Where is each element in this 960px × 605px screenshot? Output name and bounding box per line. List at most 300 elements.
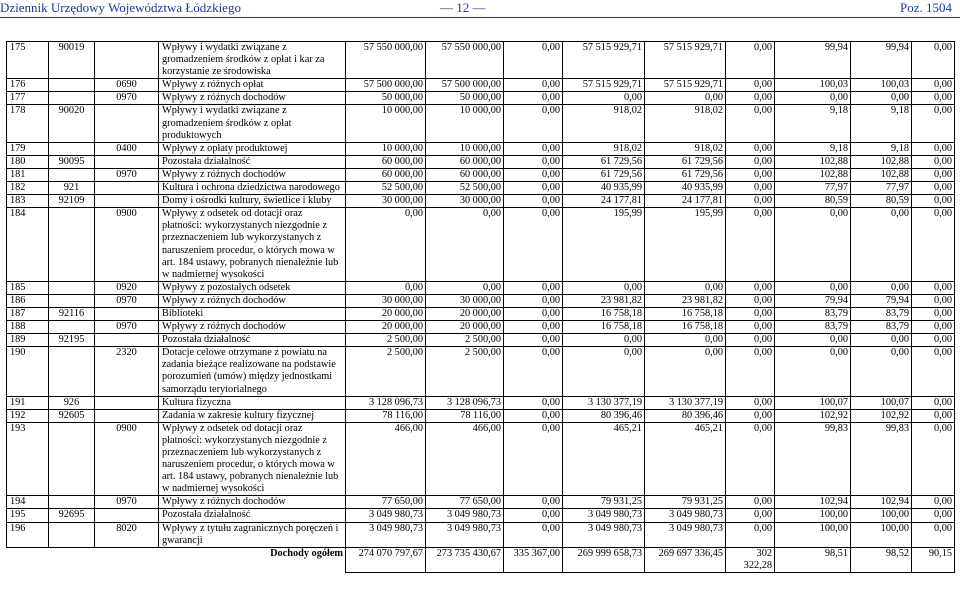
- value-cell: 0,00: [726, 409, 775, 422]
- value-cell: 0,00: [504, 334, 563, 347]
- value-cell: 79 931,25: [645, 496, 726, 509]
- row-number: 188: [7, 321, 49, 334]
- value-cell: 0,00: [726, 396, 775, 409]
- value-cell: 0,00: [912, 208, 955, 282]
- value-cell: 0,00: [912, 92, 955, 105]
- value-cell: 10 000,00: [346, 105, 426, 142]
- row-description: Pozostała działalność: [159, 509, 346, 522]
- value-cell: 61 729,56: [563, 155, 645, 168]
- value-cell: 83,79: [851, 321, 912, 334]
- row-description: Wpływy z różnych dochodów: [159, 321, 346, 334]
- value-cell: 100,00: [775, 522, 851, 547]
- value-cell: 3 130 377,19: [645, 396, 726, 409]
- paragraph-code: 0900: [95, 208, 159, 282]
- paragraph-code: [95, 334, 159, 347]
- value-cell: 61 729,56: [645, 155, 726, 168]
- value-cell: 79 931,25: [563, 496, 645, 509]
- table-row: [7, 409, 955, 422]
- value-cell: 0,00: [851, 347, 912, 396]
- value-cell: 79,94: [851, 294, 912, 307]
- value-cell: 9,18: [775, 142, 851, 155]
- value-cell: 50 000,00: [426, 92, 504, 105]
- table-row: [7, 307, 955, 320]
- table-row: [7, 168, 955, 181]
- total-value-cell: 302 322,28: [726, 547, 775, 572]
- value-cell: 0,00: [726, 496, 775, 509]
- value-cell: 0,00: [504, 168, 563, 181]
- value-cell: 0,00: [775, 208, 851, 282]
- table-row: [7, 496, 955, 509]
- row-number: 177: [7, 92, 49, 105]
- value-cell: 0,00: [775, 92, 851, 105]
- row-description: Wpływy z pozostałych odsetek: [159, 281, 346, 294]
- value-cell: 57 515 929,71: [563, 79, 645, 92]
- division-code: 92695: [49, 509, 95, 522]
- value-cell: 9,18: [775, 105, 851, 142]
- value-cell: 100,00: [775, 509, 851, 522]
- value-cell: 0,00: [726, 347, 775, 396]
- total-value-cell: 98,51: [775, 547, 851, 572]
- table-row: [7, 42, 955, 79]
- value-cell: 30 000,00: [426, 294, 504, 307]
- row-number: 191: [7, 396, 49, 409]
- paragraph-code: [95, 182, 159, 195]
- value-cell: 52 500,00: [346, 182, 426, 195]
- table-row: [7, 155, 955, 168]
- journal-title: Dziennik Urzędowy Województwa Łódzkiego: [0, 0, 241, 15]
- paragraph-code: 0970: [95, 321, 159, 334]
- paragraph-code: 8020: [95, 522, 159, 547]
- value-cell: 77,97: [851, 182, 912, 195]
- value-cell: 0,00: [775, 334, 851, 347]
- value-cell: 0,00: [912, 281, 955, 294]
- paragraph-code: [95, 42, 159, 79]
- row-description: Biblioteki: [159, 307, 346, 320]
- table-row: [7, 182, 955, 195]
- value-cell: 918,02: [645, 105, 726, 142]
- value-cell: 99,94: [775, 42, 851, 79]
- value-cell: 20 000,00: [426, 321, 504, 334]
- value-cell: 60 000,00: [426, 168, 504, 181]
- value-cell: 3 049 980,73: [426, 509, 504, 522]
- value-cell: 465,21: [645, 422, 726, 496]
- value-cell: 0,00: [912, 522, 955, 547]
- value-cell: 99,94: [851, 42, 912, 79]
- value-cell: 0,00: [726, 105, 775, 142]
- division-code: [49, 281, 95, 294]
- value-cell: 16 758,18: [563, 307, 645, 320]
- value-cell: 99,83: [775, 422, 851, 496]
- total-value-cell: 273 735 430,67: [426, 547, 504, 572]
- value-cell: 57 515 929,71: [563, 42, 645, 79]
- value-cell: 100,07: [851, 396, 912, 409]
- table-row: [7, 281, 955, 294]
- value-cell: 0,00: [912, 422, 955, 496]
- row-description: Wpływy z różnych dochodów: [159, 92, 346, 105]
- value-cell: 100,00: [851, 522, 912, 547]
- row-description: Kultura i ochrona dziedzictwa narodowego: [159, 182, 346, 195]
- value-cell: 3 049 980,73: [346, 522, 426, 547]
- value-cell: 10 000,00: [346, 142, 426, 155]
- total-value-cell: 269 999 658,73: [563, 547, 645, 572]
- value-cell: 0,00: [504, 321, 563, 334]
- row-description: Dotacje celowe otrzymane z powiatu na zadania bieżące realizowane na podstawie porozumień (umów) między jednostkami samorządu terytorialnego: [159, 347, 346, 396]
- value-cell: 0,00: [726, 334, 775, 347]
- value-cell: 80 396,46: [563, 409, 645, 422]
- value-cell: 102,88: [775, 155, 851, 168]
- value-cell: 30 000,00: [346, 294, 426, 307]
- row-description: Wpływy z opłaty produktowej: [159, 142, 346, 155]
- row-number: 182: [7, 182, 49, 195]
- value-cell: 20 000,00: [346, 307, 426, 320]
- row-number: 189: [7, 334, 49, 347]
- value-cell: 16 758,18: [563, 321, 645, 334]
- paragraph-code: [95, 195, 159, 208]
- row-description: Kultura fizyczna: [159, 396, 346, 409]
- division-code: 92605: [49, 409, 95, 422]
- page-number: — 12 —: [440, 0, 486, 15]
- value-cell: 3 049 980,73: [645, 509, 726, 522]
- value-cell: 23 981,82: [563, 294, 645, 307]
- table-row: [7, 321, 955, 334]
- value-cell: 78 116,00: [426, 409, 504, 422]
- value-cell: 102,88: [851, 155, 912, 168]
- division-code: [49, 321, 95, 334]
- value-cell: 0,00: [726, 422, 775, 496]
- value-cell: 57 500 000,00: [346, 79, 426, 92]
- paragraph-code: 2320: [95, 347, 159, 396]
- division-code: 92109: [49, 195, 95, 208]
- value-cell: 60 000,00: [426, 155, 504, 168]
- value-cell: 0,00: [851, 208, 912, 282]
- value-cell: 0,00: [851, 334, 912, 347]
- row-description: Wpływy z tytułu zagranicznych poręczeń i gwarancji: [159, 522, 346, 547]
- total-value-cell: 90,15: [912, 547, 955, 572]
- value-cell: 3 049 980,73: [346, 509, 426, 522]
- value-cell: 100,00: [851, 509, 912, 522]
- division-code: [49, 208, 95, 282]
- division-code: 90019: [49, 42, 95, 79]
- division-code: [49, 522, 95, 547]
- value-cell: 57 550 000,00: [346, 42, 426, 79]
- division-code: [49, 496, 95, 509]
- value-cell: 0,00: [912, 509, 955, 522]
- value-cell: 0,00: [726, 208, 775, 282]
- value-cell: 57 500 000,00: [426, 79, 504, 92]
- value-cell: 0,00: [912, 294, 955, 307]
- total-value-cell: 335 367,00: [504, 547, 563, 572]
- value-cell: 0,00: [645, 281, 726, 294]
- value-cell: 3 128 096,73: [346, 396, 426, 409]
- paragraph-code: 0690: [95, 79, 159, 92]
- paragraph-code: 0920: [95, 281, 159, 294]
- position-number: Poz. 1504: [900, 0, 952, 15]
- value-cell: 0,00: [912, 168, 955, 181]
- value-cell: 0,00: [504, 42, 563, 79]
- value-cell: 0,00: [563, 334, 645, 347]
- value-cell: 0,00: [912, 195, 955, 208]
- value-cell: 2 500,00: [426, 334, 504, 347]
- value-cell: 60 000,00: [346, 168, 426, 181]
- row-number: 176: [7, 79, 49, 92]
- value-cell: 0,00: [726, 92, 775, 105]
- value-cell: 0,00: [504, 307, 563, 320]
- value-cell: 50 000,00: [346, 92, 426, 105]
- value-cell: 466,00: [346, 422, 426, 496]
- row-number: 187: [7, 307, 49, 320]
- value-cell: 0,00: [563, 347, 645, 396]
- division-code: 90020: [49, 105, 95, 142]
- budget-table: [6, 41, 955, 573]
- value-cell: 0,00: [912, 347, 955, 396]
- value-cell: 3 049 980,73: [426, 522, 504, 547]
- value-cell: 9,18: [851, 105, 912, 142]
- value-cell: 0,00: [504, 92, 563, 105]
- division-code: 90095: [49, 155, 95, 168]
- value-cell: 0,00: [504, 522, 563, 547]
- value-cell: 0,00: [504, 294, 563, 307]
- table-row: [7, 422, 955, 496]
- value-cell: 102,92: [775, 409, 851, 422]
- value-cell: 0,00: [726, 155, 775, 168]
- paragraph-code: 0970: [95, 92, 159, 105]
- value-cell: 83,79: [775, 321, 851, 334]
- row-description: Wpływy z odsetek od dotacji oraz płatności: wykorzystanych niezgodnie z przeznaczeniem lub wykorzystanych z naruszeniem procedur, o których mowa w art. 184 ustawy, pobranych nienależnie lub w nadmiernej wysokości: [159, 422, 346, 496]
- table-row: [7, 208, 955, 282]
- division-code: 921: [49, 182, 95, 195]
- value-cell: 0,00: [912, 142, 955, 155]
- value-cell: 0,00: [726, 281, 775, 294]
- value-cell: 52 500,00: [426, 182, 504, 195]
- value-cell: 0,00: [912, 182, 955, 195]
- value-cell: 100,07: [775, 396, 851, 409]
- value-cell: 0,00: [726, 195, 775, 208]
- row-number: 193: [7, 422, 49, 496]
- value-cell: 0,00: [504, 509, 563, 522]
- value-cell: 918,02: [563, 142, 645, 155]
- row-number: 192: [7, 409, 49, 422]
- value-cell: 0,00: [851, 281, 912, 294]
- value-cell: 0,00: [504, 142, 563, 155]
- value-cell: 0,00: [504, 347, 563, 396]
- value-cell: 0,00: [912, 79, 955, 92]
- table-row: [7, 105, 955, 142]
- paragraph-code: [95, 409, 159, 422]
- row-number: 196: [7, 522, 49, 547]
- value-cell: 80,59: [775, 195, 851, 208]
- value-cell: 3 049 980,73: [563, 522, 645, 547]
- division-code: [49, 142, 95, 155]
- value-cell: 24 177,81: [645, 195, 726, 208]
- value-cell: 0,00: [775, 347, 851, 396]
- row-number: 181: [7, 168, 49, 181]
- value-cell: 9,18: [851, 142, 912, 155]
- value-cell: 0,00: [504, 396, 563, 409]
- value-cell: 0,00: [645, 347, 726, 396]
- value-cell: 0,00: [726, 168, 775, 181]
- table-row: [7, 334, 955, 347]
- value-cell: 20 000,00: [426, 307, 504, 320]
- value-cell: 102,92: [851, 409, 912, 422]
- row-description: Zadania w zakresie kultury fizycznej: [159, 409, 346, 422]
- value-cell: 0,00: [912, 496, 955, 509]
- value-cell: 77,97: [775, 182, 851, 195]
- value-cell: 0,00: [346, 208, 426, 282]
- value-cell: 195,99: [645, 208, 726, 282]
- paragraph-code: [95, 509, 159, 522]
- division-code: [49, 422, 95, 496]
- row-number: 175: [7, 42, 49, 79]
- row-description: Wpływy z różnych opłat: [159, 79, 346, 92]
- value-cell: 0,00: [504, 422, 563, 496]
- paragraph-code: 0970: [95, 294, 159, 307]
- table-row: [7, 509, 955, 522]
- paragraph-code: [95, 307, 159, 320]
- paragraph-code: 0970: [95, 168, 159, 181]
- value-cell: 0,00: [912, 396, 955, 409]
- row-number: 184: [7, 208, 49, 282]
- value-cell: 0,00: [504, 409, 563, 422]
- total-value-cell: 98,52: [851, 547, 912, 572]
- value-cell: 102,88: [775, 168, 851, 181]
- division-code: [49, 92, 95, 105]
- row-number: 195: [7, 509, 49, 522]
- value-cell: 0,00: [726, 42, 775, 79]
- value-cell: 3 049 980,73: [563, 509, 645, 522]
- value-cell: 30 000,00: [426, 195, 504, 208]
- value-cell: 100,03: [851, 79, 912, 92]
- value-cell: 918,02: [645, 142, 726, 155]
- paragraph-code: [95, 105, 159, 142]
- value-cell: 102,94: [851, 496, 912, 509]
- row-description: Wpływy z różnych dochodów: [159, 168, 346, 181]
- value-cell: 78 116,00: [346, 409, 426, 422]
- value-cell: 0,00: [504, 195, 563, 208]
- row-description: Pozostała działalność: [159, 334, 346, 347]
- row-number: 190: [7, 347, 49, 396]
- value-cell: 3 130 377,19: [563, 396, 645, 409]
- document-header: [0, 0, 960, 18]
- value-cell: 918,02: [563, 105, 645, 142]
- value-cell: 0,00: [912, 155, 955, 168]
- row-description: Pozostała działalność: [159, 155, 346, 168]
- division-code: 92195: [49, 334, 95, 347]
- value-cell: 80 396,46: [645, 409, 726, 422]
- value-cell: 16 758,18: [645, 307, 726, 320]
- value-cell: 3 049 980,73: [645, 522, 726, 547]
- value-cell: 77 650,00: [346, 496, 426, 509]
- value-cell: 100,03: [775, 79, 851, 92]
- row-description: Domy i ośrodki kultury, świetlice i kluby: [159, 195, 346, 208]
- division-code: 92116: [49, 307, 95, 320]
- value-cell: 2 500,00: [346, 347, 426, 396]
- division-code: [49, 294, 95, 307]
- row-number: 180: [7, 155, 49, 168]
- value-cell: 24 177,81: [563, 195, 645, 208]
- value-cell: 0,00: [504, 155, 563, 168]
- value-cell: 195,99: [563, 208, 645, 282]
- table-row: [7, 92, 955, 105]
- value-cell: 0,00: [563, 92, 645, 105]
- value-cell: 3 128 096,73: [426, 396, 504, 409]
- value-cell: 57 515 929,71: [645, 79, 726, 92]
- value-cell: 0,00: [775, 281, 851, 294]
- value-cell: 0,00: [504, 208, 563, 282]
- value-cell: 0,00: [912, 321, 955, 334]
- value-cell: 79,94: [775, 294, 851, 307]
- value-cell: 40 935,99: [563, 182, 645, 195]
- value-cell: 0,00: [504, 496, 563, 509]
- value-cell: 23 981,82: [645, 294, 726, 307]
- table-row: [7, 294, 955, 307]
- value-cell: 0,00: [912, 334, 955, 347]
- value-cell: 0,00: [426, 208, 504, 282]
- paragraph-code: 0900: [95, 422, 159, 496]
- row-number: 186: [7, 294, 49, 307]
- value-cell: 20 000,00: [346, 321, 426, 334]
- value-cell: 61 729,56: [645, 168, 726, 181]
- value-cell: 102,88: [851, 168, 912, 181]
- value-cell: 0,00: [726, 294, 775, 307]
- value-cell: 30 000,00: [346, 195, 426, 208]
- value-cell: 0,00: [726, 307, 775, 320]
- paragraph-code: 0400: [95, 142, 159, 155]
- row-description: Wpływy z odsetek od dotacji oraz płatności: wykorzystanych niezgodnie z przeznaczeniem lub wykorzystanych z naruszeniem procedur, o których mowa w art. 184 ustawy, pobranych nienależnie lub w nadmiernej wysokości: [159, 208, 346, 282]
- value-cell: 16 758,18: [645, 321, 726, 334]
- row-description: Wpływy z różnych dochodów: [159, 294, 346, 307]
- paragraph-code: 0970: [95, 496, 159, 509]
- division-code: [49, 79, 95, 92]
- total-label: Dochody ogółem: [7, 547, 346, 572]
- value-cell: 0,00: [504, 105, 563, 142]
- value-cell: 0,00: [726, 79, 775, 92]
- row-description: Wpływy i wydatki związane z gromadzeniem środków z opłat i kar za korzystanie ze środowiska: [159, 42, 346, 79]
- value-cell: 57 550 000,00: [426, 42, 504, 79]
- value-cell: 466,00: [426, 422, 504, 496]
- paragraph-code: [95, 155, 159, 168]
- value-cell: 10 000,00: [426, 142, 504, 155]
- value-cell: 40 935,99: [645, 182, 726, 195]
- value-cell: 57 515 929,71: [645, 42, 726, 79]
- value-cell: 0,00: [504, 182, 563, 195]
- value-cell: 0,00: [563, 281, 645, 294]
- value-cell: 61 729,56: [563, 168, 645, 181]
- total-value-cell: 274 070 797,67: [346, 547, 426, 572]
- row-number: 179: [7, 142, 49, 155]
- value-cell: 60 000,00: [346, 155, 426, 168]
- value-cell: 83,79: [851, 307, 912, 320]
- value-cell: 0,00: [726, 182, 775, 195]
- value-cell: 10 000,00: [426, 105, 504, 142]
- value-cell: 0,00: [645, 92, 726, 105]
- table-row: [7, 79, 955, 92]
- row-number: 178: [7, 105, 49, 142]
- value-cell: 99,83: [851, 422, 912, 496]
- paragraph-code: [95, 396, 159, 409]
- value-cell: 0,00: [726, 522, 775, 547]
- value-cell: 0,00: [851, 92, 912, 105]
- value-cell: 2 500,00: [426, 347, 504, 396]
- value-cell: 465,21: [563, 422, 645, 496]
- value-cell: 102,94: [775, 496, 851, 509]
- header-divider: [0, 17, 960, 18]
- value-cell: 0,00: [645, 334, 726, 347]
- value-cell: 0,00: [504, 79, 563, 92]
- value-cell: 0,00: [726, 321, 775, 334]
- division-code: [49, 168, 95, 181]
- value-cell: 0,00: [726, 509, 775, 522]
- division-code: 926: [49, 396, 95, 409]
